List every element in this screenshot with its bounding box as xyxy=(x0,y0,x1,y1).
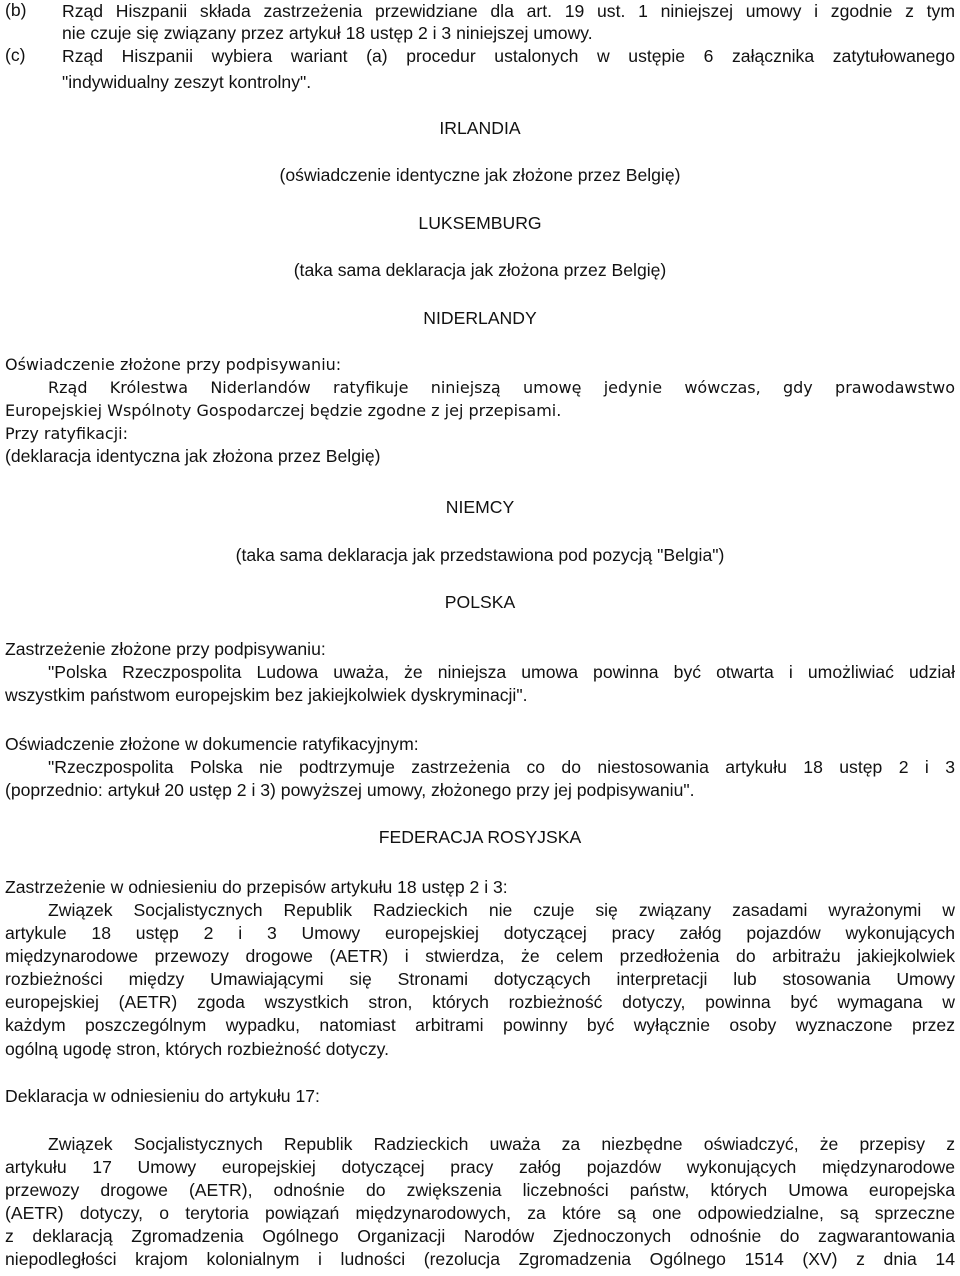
item-c-label: (c) xyxy=(5,45,26,65)
item-b-line1: Rząd Hiszpanii składa zastrzeżenia przewidziane dla art. 19 ust. 1 niniejszej umowy i zgodnie z tym xyxy=(62,1,955,21)
polska-line6: (poprzednio: artykuł 20 ustęp 2 i 3) powyższej umowy, złożonego przy jej podpisywaniu". xyxy=(5,780,695,800)
rosja-reservation-line: każdym poszczególnym wypadku, natomiast arbitrami powinny być wyłącznie osoby wyznaczone przez xyxy=(5,1015,955,1035)
rosja-reservation-title: Zastrzeżenie w odniesieniu do przepisów artykułu 18 ustęp 2 i 3: xyxy=(5,877,508,897)
rosja-reservation-line: rozbieżności między Umawiającymi się Stronami dotyczących interpretacji lub stosowania Umowy xyxy=(5,969,955,989)
heading-polska: POLSKA xyxy=(444,592,516,612)
polska-line4: Oświadczenie złożone w dokumencie ratyfikacyjnym: xyxy=(5,734,419,754)
rosja-declaration-line: niepodległości krajom kolonialnym i ludności (rezolucja Zgromadzenia Ogólnego 1514 (XV) z dnia 14 xyxy=(5,1249,955,1269)
heading-niemcy: NIEMCY xyxy=(445,497,515,517)
rosja-declaration-line: przewozy drogowe (AETR), odnośnie do zwiększenia liczebności państw, których Umowa europejska xyxy=(5,1180,955,1200)
rosja-reservation-line: europejskiej (AETR) zgoda wszystkich stron, których rozbieżność dotyczy, powinna być wymagana w xyxy=(5,992,955,1012)
polska-line1: Zastrzeżenie złożone przy podpisywaniu: xyxy=(5,639,326,659)
rosja-declaration-line: z deklaracją Zgromadzenia Ogólnego Organizacji Narodów Zjednoczonych odnośnie do zagwarantowania xyxy=(5,1226,955,1246)
polska-line5: "Rzeczpospolita Polska nie podtrzymuje zastrzeżenia co do niestosowania artykułu 18 ustęp 2 i 3 xyxy=(48,757,955,777)
polska-line3: wszystkim państwom europejskim bez jakiejkolwiek dyskryminacji". xyxy=(5,685,528,705)
item-b-line2: nie czuje się związany przez artykuł 18 ustęp 2 i 3 niniejszej umowy. xyxy=(62,23,593,43)
rosja-declaration-line: Związek Socjalistycznych Republik Radzieckich uważa za niezbędne oświadczyć, że przepisy z xyxy=(48,1134,955,1154)
niderlandy-line5: (deklaracja identyczna jak złożona przez Belgię) xyxy=(5,446,381,466)
luksemburg-text: (taka sama deklaracja jak złożona przez Belgię) xyxy=(293,260,667,280)
heading-luksemburg: LUKSEMBURG xyxy=(418,213,542,233)
niderlandy-line2: Rząd Królestwa Niderlandów ratyfikuje niniejszą umowę jedynie wówczas, gdy prawodawstwo xyxy=(48,378,955,397)
rosja-reservation-line: artykule 18 ustęp 2 i 3 Umowy europejskiej dotyczącej pracy załóg pojazdów wykonujących xyxy=(5,923,955,943)
rosja-reservation-line: ogólną ugodę stron, których rozbieżność dotyczy. xyxy=(5,1039,390,1059)
heading-federacja-rosyjska: FEDERACJA ROSYJSKA xyxy=(378,827,582,847)
rosja-declaration-title: Deklaracja w odniesieniu do artykułu 17: xyxy=(5,1086,320,1106)
heading-irlandia: IRLANDIA xyxy=(439,118,521,138)
polska-line2: "Polska Rzeczpospolita Ludowa uważa, że niniejsza umowa powinna być otwarta i umożliwiać udział xyxy=(48,662,955,682)
niderlandy-line1: Oświadczenie złożone przy podpisywaniu: xyxy=(5,355,342,374)
rosja-declaration-line: artykułu 17 Umowy europejskiej dotyczącej pracy załóg pojazdów wykonujących międzynarodowe xyxy=(5,1157,955,1177)
item-c-line2: "indywidualny zeszyt kontrolny". xyxy=(62,72,312,92)
niemcy-text: (taka sama deklaracja jak przedstawiona pod pozycją "Belgia") xyxy=(235,545,725,565)
item-b-label: (b) xyxy=(5,0,27,20)
irlandia-text: (oświadczenie identyczne jak złożone przez Belgię) xyxy=(279,165,681,185)
item-c-line1: Rząd Hiszpanii wybiera wariant (a) procedur ustalonych w ustępie 6 załącznika zatytułowanego xyxy=(62,46,955,66)
heading-niderlandy: NIDERLANDY xyxy=(423,308,537,328)
niderlandy-line4: Przy ratyfikacji: xyxy=(5,424,128,443)
rosja-reservation-line: Związek Socjalistycznych Republik Radzieckich nie czuje się związany zasadami wyrażonymi w xyxy=(48,900,955,920)
rosja-declaration-line: (AETR) dotyczy, o terytoria powiązań międzynarodowych, za które są one odpowiedzialne, są sprzeczne xyxy=(5,1203,955,1223)
niderlandy-line3: Europejskiej Wspólnoty Gospodarczej będzie zgodne z jej przepisami. xyxy=(5,401,562,420)
rosja-reservation-line: międzynarodowe przewozy drogowe (AETR) i stwierdza, że celem przedłożenia do arbitrażu jakiejkolwiek xyxy=(5,946,955,966)
